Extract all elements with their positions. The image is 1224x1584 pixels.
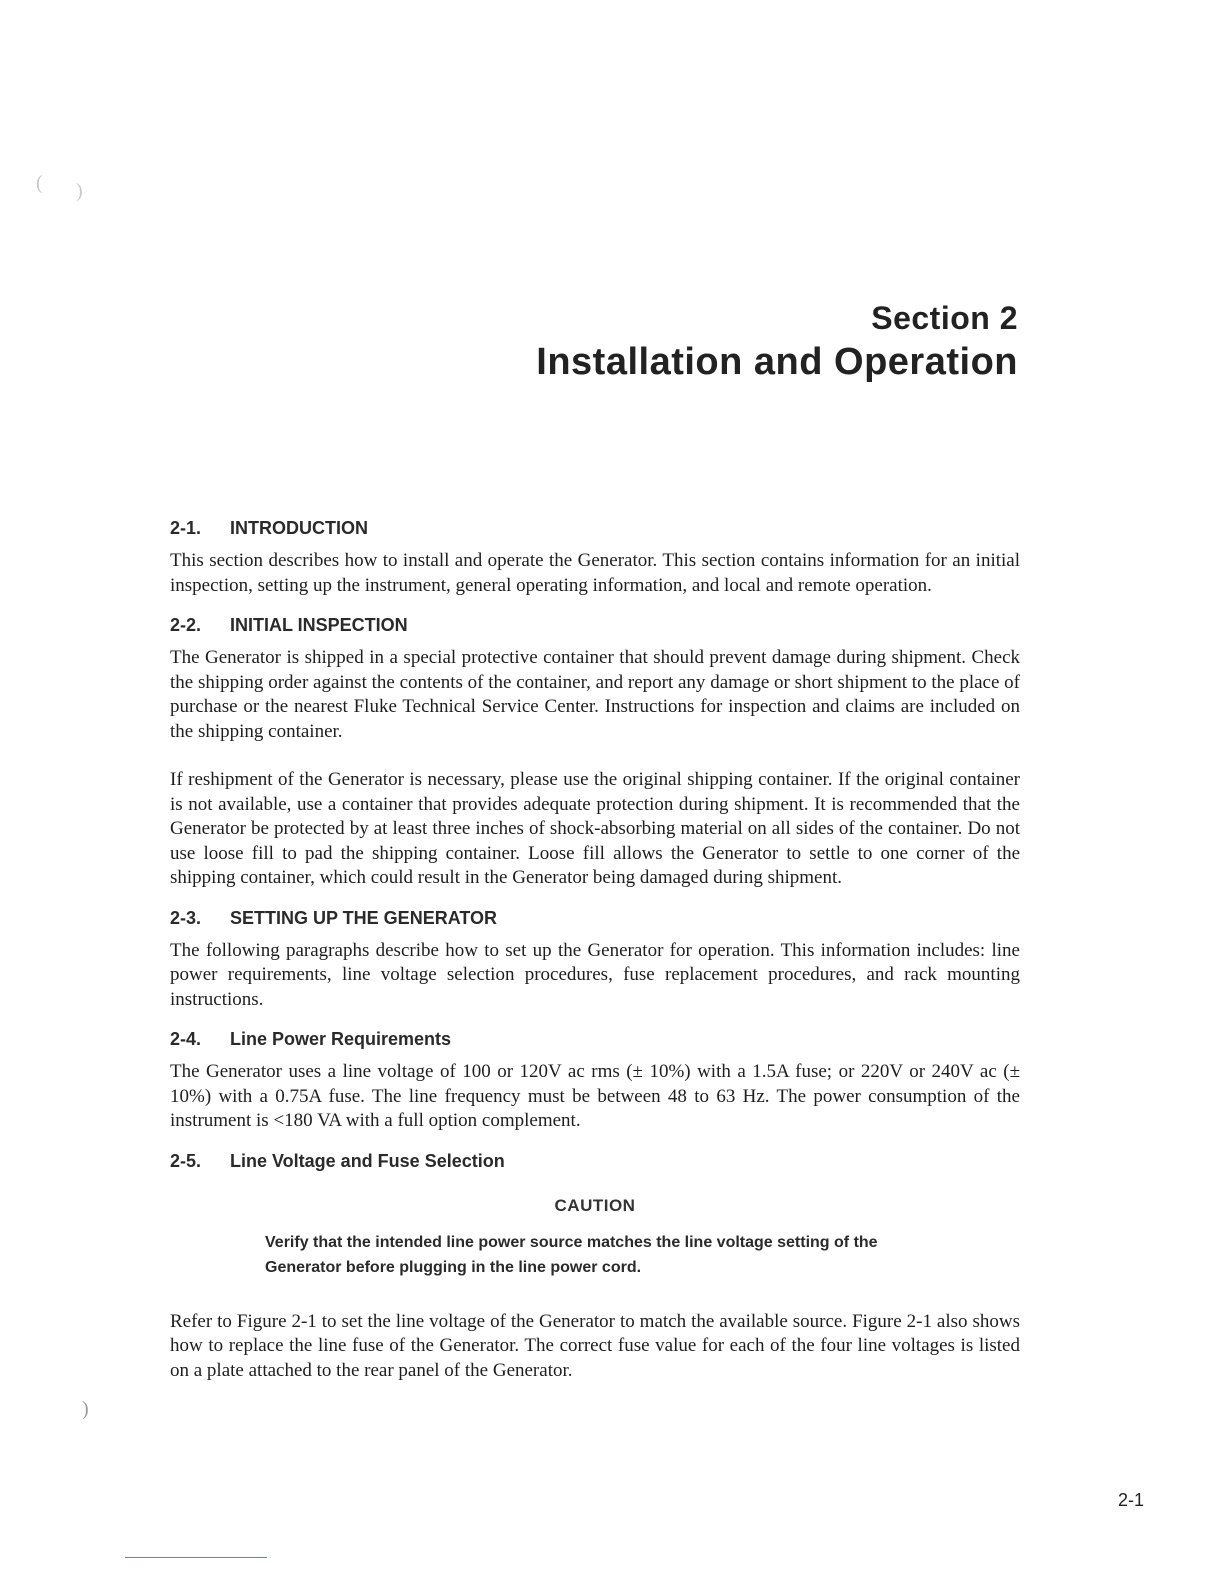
- heading-line-voltage-fuse: [170, 1151, 1020, 1172]
- heading-line-power: [170, 1029, 1020, 1050]
- footer-rule: [125, 1557, 267, 1558]
- heading-introduction: [170, 518, 1020, 539]
- heading-setting-up: [170, 908, 1020, 929]
- section-header: [536, 298, 1018, 386]
- heading-number: 2-5.: [170, 1150, 202, 1171]
- page-number: 2-1: [1117, 1490, 1144, 1510]
- body-content: [170, 518, 1020, 1400]
- scan-mark: ): [76, 180, 83, 202]
- caution-text: Verify that the intended line power source matches the line voltage setting of the Generator before plugging in the line power cord.: [265, 1233, 878, 1276]
- section-title: Installation and Operation: [536, 341, 1018, 383]
- heading-title: INITIAL INSPECTION: [230, 615, 408, 635]
- heading-title: Line Power Requirements: [230, 1029, 452, 1049]
- heading-title: INTRODUCTION: [230, 518, 368, 538]
- caution-label: CAUTION: [554, 1195, 636, 1215]
- heading-title: SETTING UP THE GENERATOR: [230, 907, 498, 928]
- heading-number: 2-4.: [170, 1029, 202, 1049]
- inspection-paragraph-2: If reshipment of the Generator is necessary, please use the original shipping container. If the original container is not available, use a container that provides adequate protection during shipment. It is recommended that the Generator be protected by at least three inches of shock-absorbing material on all sides of the container. Do not use loose fill to pad the shipping container. Loose fill allows the Generator to settle to one corner of the shipping container, which could result in the Generator being damaged during shipment.: [170, 769, 1020, 888]
- inspection-paragraph-1: The Generator is shipped in a special protective container that should prevent damage during shipment. Check the shipping order against the contents of the container, and report any damage or short shipment to the place of purchase or the nearest Fluke Technical Service Center. Instructions for inspection and claims are included on the shipping container.: [170, 647, 1020, 742]
- heading-number: 2-3.: [170, 907, 202, 928]
- introduction-paragraph: This section describes how to install and operate the Generator. This section contains information for an initial inspection, setting up the instrument, general operating information, and local and remote operation.: [170, 550, 1020, 596]
- line-power-paragraph: The Generator uses a line voltage of 100 or 120V ac rms (± 10%) with a 1.5A fuse; or 220V or 240V ac (± 10%) with a 0.75A fuse. The line frequency must be between 48 to 63 Hz. The power consumption of the instrument is <180 VA with a full option complement.: [170, 1061, 1020, 1131]
- heading-number: 2-1.: [170, 518, 202, 538]
- heading-initial-inspection: [170, 615, 1020, 636]
- heading-title: Line Voltage and Fuse Selection: [230, 1150, 505, 1171]
- setting-up-paragraph: The following paragraphs describe how to set up the Generator for operation. This information includes: line power requirements, line voltage selection procedures, fuse replacement procedures, and rack mounting instructions.: [170, 939, 1020, 1010]
- heading-number: 2-2.: [170, 615, 202, 635]
- section-number: Section 2: [871, 300, 1018, 336]
- line-voltage-paragraph: Refer to Figure 2-1 to set the line voltage of the Generator to match the available source. Figure 2-1 also shows how to replace the line fuse of the Generator. The correct fuse value for each of the four line voltages is listed on a plate attached to the rear panel of the Generator.: [170, 1310, 1020, 1381]
- scan-mark: ): [82, 1398, 89, 1420]
- scan-mark: (: [36, 172, 43, 194]
